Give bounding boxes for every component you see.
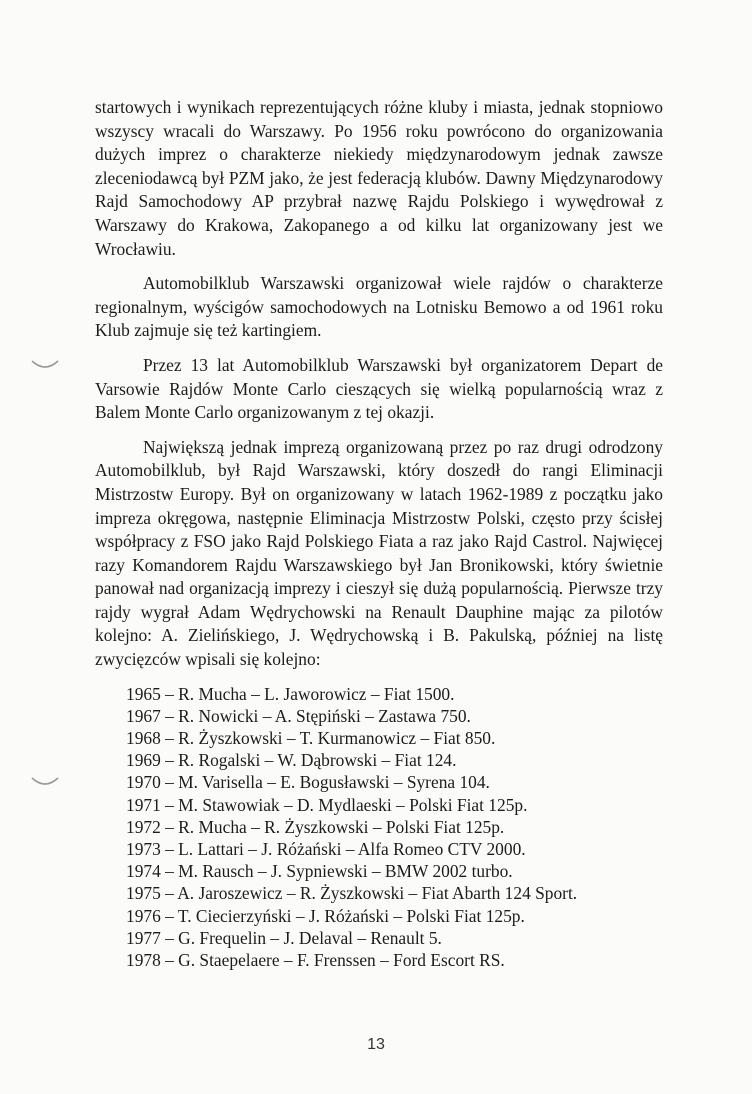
winners-list-item: 1978 – G. Staepelaere – F. Frenssen – Ford Escort RS. <box>126 950 505 971</box>
winners-list-item: 1974 – M. Rausch – J. Sypniewski – BMW 2002 turbo. <box>126 861 513 882</box>
paragraph: Największą jednak imprezą organizowaną przez po raz drugi odrodzony Automobilklub, był Rajd Warszawski, który doszedł do rangi Eliminacji Mistrzostw Europy. Był on organizowany w latach 1962-1989 z początku jako impreza okręgowa, następnie Eliminacja Mistrzostw Polski, często przy ścisłej współpracy z FSO jako Rajd Polskiego Fiata a raz jako Rajd Castrol. Najwięcej razy Komandorem Rajdu Warszawskiego był Jan Bronikowski, który świetnie panował nad organizacją imprezy i cieszył się dużą popularnością. Pierwsze trzy rajdy wygrał Adam Wędrychowski na Renault Dauphine mając za pilotów kolejno: A. Zielińskiego, J. Wędrychowską i B. Pakulską, później na listę zwycięzców wpisali się kolejno: <box>95 436 663 670</box>
paragraph: Przez 13 lat Automobilklub Warszawski był organizatorem Depart de Varsowie Rajdów Monte Carlo cieszących się wielką popularnością wraz z Balem Monte Carlo organizowanym z tej okazji. <box>95 354 663 423</box>
winners-list-item: 1976 – T. Ciecierzyński – J. Różański – Polski Fiat 125p. <box>126 905 525 926</box>
winners-list-item: 1969 – R. Rogalski – W. Dąbrowski – Fiat 124. <box>126 750 457 771</box>
winners-list-item: 1965 – R. Mucha – L. Jaworowicz – Fiat 1500. <box>126 683 455 704</box>
paragraph: Automobilklub Warszawski organizował wiele rajdów o charakterze regionalnym, wyścigów samochodowych na Lotnisku Bemowo a od 1961 roku Klub zajmuje się też kartingiem. <box>95 273 663 341</box>
paragraph: startowych i wynikach reprezentujących różne kluby i miasta, jednak stopniowo wszyscy wracali do Warszawy. Po 1956 roku powrócono do organizowania dużych imprez o charakterze niekiedy międzynarodowym jednak zawsze zleceniodawcą był PZM jako, że jest federacją klubów. Dawny Międzynarodowy Rajd Samochodowy AP przybrał nazwę Rajdu Polskiego i wywędrował z Warszawy do Krakowa, Zakopanego a od kilku lat organizowany jest we Wrocławiu. <box>95 97 663 259</box>
binder-hole-mark <box>30 775 60 787</box>
page-number: 13 <box>367 1036 385 1053</box>
winners-list <box>95 683 663 972</box>
winners-list-item: 1972 – R. Mucha – R. Żyszkowski – Polski Fiat 125p. <box>126 816 505 837</box>
winners-list-item: 1967 – R. Nowicki – A. Stępiński – Zastawa 750. <box>126 705 471 726</box>
winners-list-item: 1977 – G. Frequelin – J. Delaval – Renault 5. <box>126 927 442 948</box>
winners-list-item: 1968 – R. Żyszkowski – T. Kurmanowicz – Fiat 850. <box>126 728 496 749</box>
winners-list-item: 1975 – A. Jaroszewicz – R. Żyszkowski – Fiat Abarth 124 Sport. <box>126 883 578 904</box>
winners-list-item: 1970 – M. Varisella – E. Bogusławski – Syrena 104. <box>126 772 490 793</box>
binder-hole-mark <box>30 358 60 370</box>
winners-list-item: 1973 – L. Lattari – J. Różański – Alfa Romeo CTV 2000. <box>126 839 526 860</box>
page-body <box>95 96 663 971</box>
winners-list-item: 1971 – M. Stawowiak – D. Mydlaeski – Polski Fiat 125p. <box>126 794 528 815</box>
